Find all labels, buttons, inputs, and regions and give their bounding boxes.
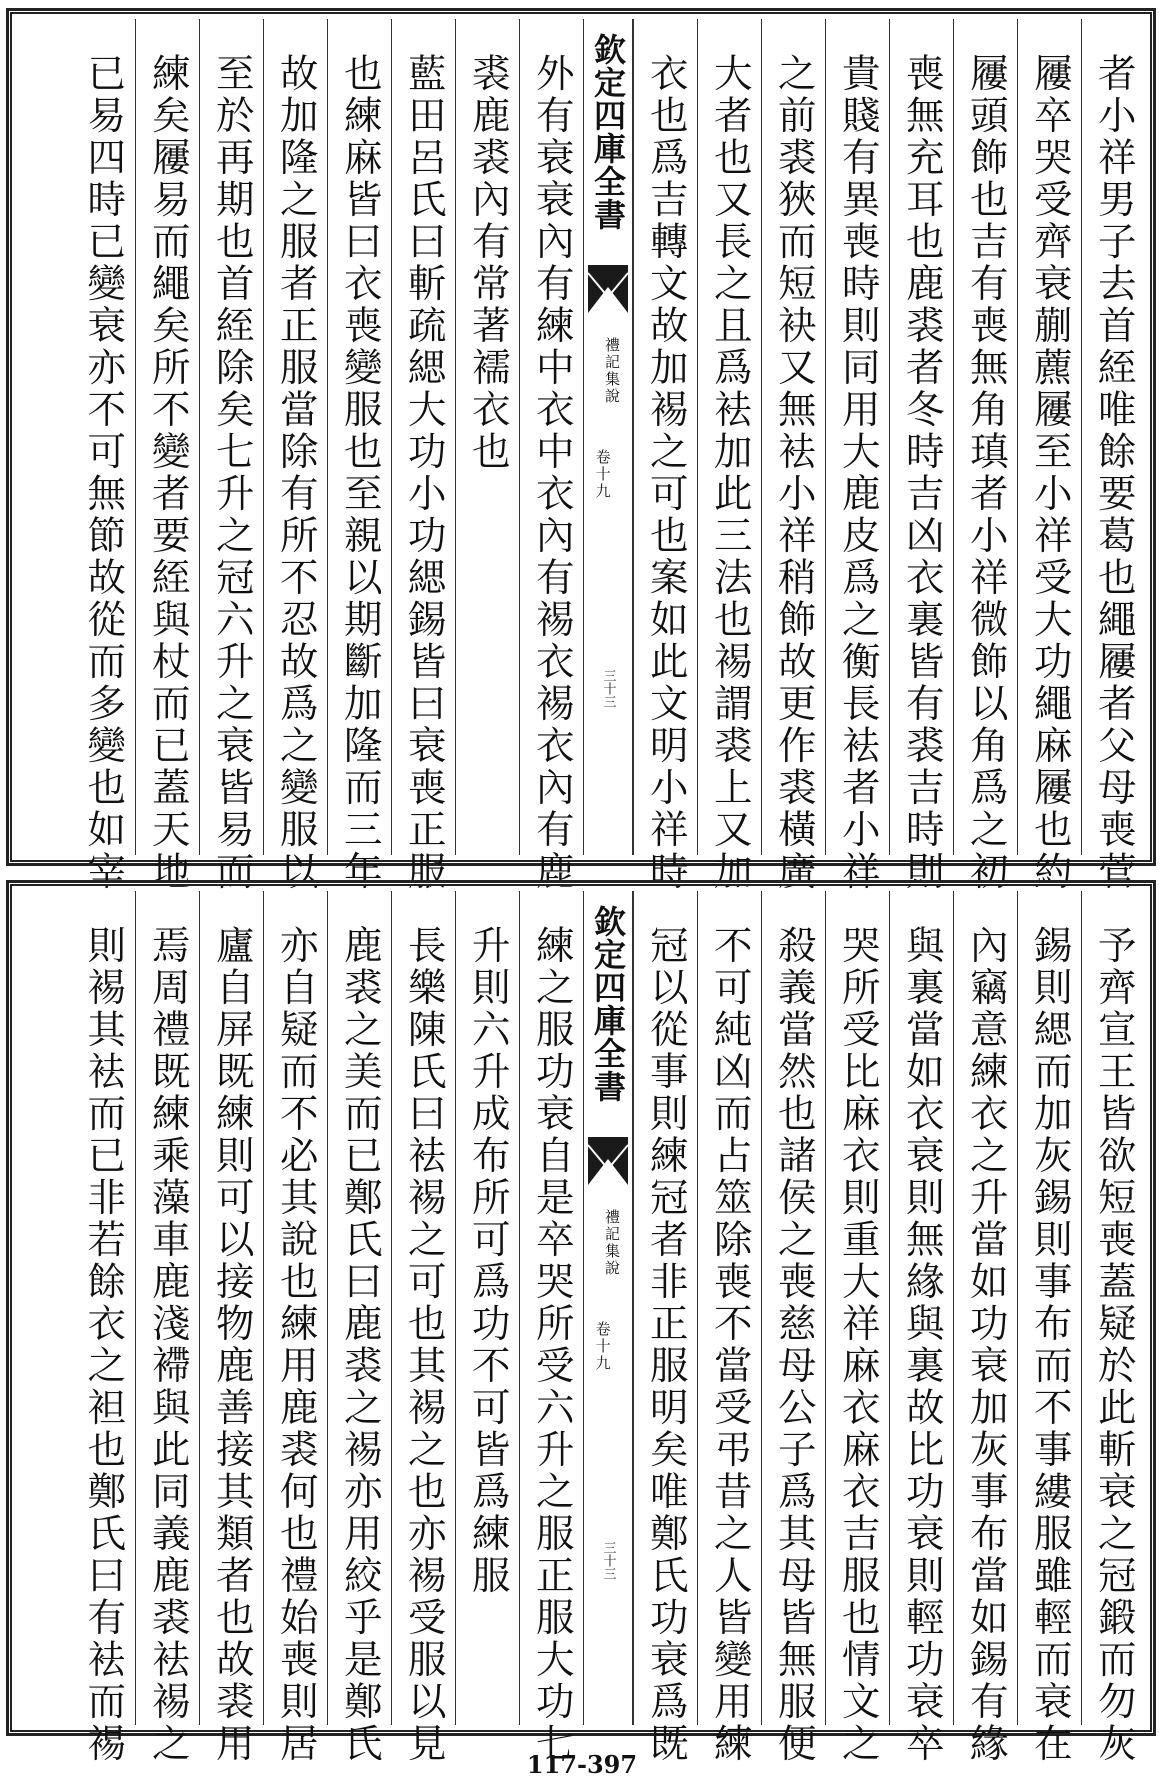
text-column [1017, 891, 1081, 1765]
juan-number: 卷十九 [593, 449, 612, 500]
text-column [761, 891, 825, 1765]
book-subtitle-block [603, 337, 622, 405]
text-column [71, 19, 135, 893]
text-column [391, 19, 455, 893]
center-fold-column [583, 19, 633, 855]
text-column [825, 891, 889, 1765]
column-text: 者小祥男子去首絰唯餘要葛也繩屨者父母喪菅 [1091, 53, 1137, 893]
text-column [889, 891, 953, 1765]
text-column [71, 891, 135, 1765]
column-text: 冠以從事則練冠者非正服明矣唯鄭氏功衰爲既 [643, 925, 689, 1765]
column-text: 藍田呂氏曰斬疏緦大功小功緦錫皆曰衰喪正服 [401, 53, 447, 893]
column-text: 外有衰衰內有練中衣中衣內有裼衣裼衣內有鹿 [529, 53, 575, 893]
text-column [953, 19, 1017, 893]
column-text: 內竊意練衣之升當如功衰加灰事布當如錫有緣 [963, 925, 1009, 1765]
text-column [263, 19, 327, 893]
text-column [761, 19, 825, 893]
text-column [1081, 19, 1145, 893]
text-column [199, 19, 263, 893]
text-column [1017, 19, 1081, 893]
column-text: 大者也又長之且爲袪加此三法也裼謂裘上又加 [707, 53, 753, 893]
text-column [263, 891, 327, 1765]
text-column [519, 891, 583, 1765]
text-column [825, 19, 889, 893]
column-text: 焉周禮既練乘藻車鹿淺𧜵與此同義鹿裘袪裼之 [145, 925, 191, 1765]
fish-tail-ornament [588, 1137, 628, 1185]
column-text: 練矣屨易而繩矣所不變者要絰與杖而已蓋天地 [145, 53, 191, 893]
text-column [1081, 891, 1145, 1765]
column-text: 之前裘狹而短袂又無袪小祥稍飾故更作裘橫廣 [771, 53, 817, 893]
juan-number: 卷十九 [593, 1321, 612, 1372]
text-column [697, 19, 761, 893]
column-text: 已易四時已變衰亦不可無節故從而多變也如宰 [81, 53, 127, 893]
column-text: 殺義當然也諸侯之喪慈母公子爲其母皆無服便 [771, 925, 817, 1765]
column-text: 升則六升成布所可爲功不可皆爲練服 [465, 925, 511, 1597]
book-subtitle: 禮記集說 [603, 337, 622, 405]
text-column [633, 891, 697, 1765]
book-title: 欽定四庫全書 [589, 33, 627, 231]
text-column [327, 19, 391, 893]
text-column [697, 891, 761, 1765]
column-text: 不可純凶而占筮除喪不當受弔昔之人皆變用練 [707, 925, 753, 1765]
folio-number: 三十三 [600, 669, 616, 708]
text-column [391, 891, 455, 1765]
column-text: 喪無充耳也鹿裘者冬時吉凶衣裏皆有裘吉時則 [899, 53, 945, 893]
text-column [135, 891, 199, 1765]
column-text: 廬自屏既練則可以接物鹿善接其類者也故裘用 [209, 925, 255, 1765]
text-column [327, 891, 391, 1765]
text-column [455, 891, 519, 1725]
column-text: 與裏當如衣衰則無緣與裏故比功衰則輕功衰卒 [899, 925, 945, 1765]
column-text: 予齊宣王皆欲短喪蓋疑於此斬衰之冠鍛而勿灰 [1091, 925, 1137, 1765]
text-column [199, 891, 263, 1765]
book-subtitle-block [603, 1209, 622, 1277]
column-text: 屨頭飾也吉有喪無角瑱者小祥微飾以角爲之初 [963, 53, 1009, 893]
column-text: 故加隆之服者正服當除有所不忍故爲之變服以 [273, 53, 319, 893]
column-text: 貴賤有異喪時則同用大鹿皮爲之衡長袪者小祥 [835, 53, 881, 893]
upper-page-columns [17, 19, 1145, 893]
column-text: 至於再期也首絰除矣七升之冠六升之衰皆易而 [209, 53, 255, 893]
column-text: 鹿裘之美而已鄭氏曰鹿裘之裼亦用絞乎是鄭氏 [337, 925, 383, 1765]
text-column [519, 19, 583, 893]
center-fold-column [583, 891, 633, 1725]
folio-number: 三十三 [600, 1541, 616, 1580]
text-column [633, 19, 697, 893]
column-text: 則裼其袪而已非若餘衣之袒也鄭氏曰有袪而裼 [81, 925, 127, 1765]
column-text: 練之服功衰自是卒哭所受六升之服正服大功七 [529, 925, 575, 1765]
column-text: 也練麻皆曰衣喪變服也至親以期斷加隆而三年 [337, 53, 383, 893]
text-column [455, 19, 519, 855]
text-column [889, 19, 953, 893]
column-text: 衣也爲吉轉文故加裼之可也案如此文明小祥時 [643, 53, 689, 893]
column-text: 裘鹿裘內有常著襦衣也 [465, 53, 511, 473]
book-subtitle: 禮記集說 [603, 1209, 622, 1277]
column-text: 長樂陳氏曰袪裼之可也其裼之也亦裼受服以見 [401, 925, 447, 1765]
page-number: 117-397 [526, 1750, 638, 1779]
upper-page [6, 8, 1156, 893]
fish-tail-ornament [588, 265, 628, 313]
text-column [135, 19, 199, 893]
column-text: 哭所受比麻衣則重大祥麻衣麻衣吉服也情文之 [835, 925, 881, 1765]
column-text: 錫則緦而加灰錫則事布而不事縷服雖輕而衰在 [1027, 925, 1073, 1765]
column-text: 屨卒哭受齊衰蒯藨屨至小祥受大功繩麻屨也約 [1027, 53, 1073, 893]
text-column [953, 891, 1017, 1765]
column-text: 亦自疑而不必其說也練用鹿裘何也禮始喪則居 [273, 925, 319, 1765]
book-title: 欽定四庫全書 [589, 905, 627, 1103]
